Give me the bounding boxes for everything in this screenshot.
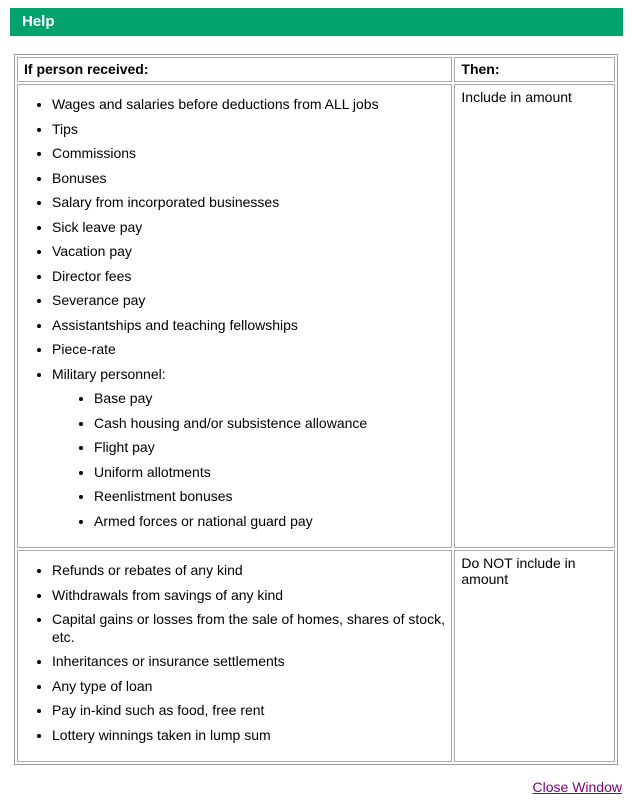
list-item: • Capital gains or losses from the sale of homes, shares of stock, etc.: [52, 611, 445, 646]
table-header-row: [17, 57, 615, 82]
help-table: [14, 54, 618, 765]
list-item: • Severance pay: [52, 292, 445, 310]
include-items-list: [24, 96, 445, 383]
include-items-cell: [17, 84, 452, 548]
exclude-items-list: [24, 562, 445, 744]
help-title-bar: [10, 8, 623, 36]
exclude-items-cell: [17, 550, 452, 762]
list-item: • Armed forces or national guard pay: [94, 513, 445, 531]
then-exclude-cell: Do NOT include in amount: [454, 550, 615, 762]
list-item: • Commissions: [52, 145, 445, 163]
list-item: • Assistantships and teaching fellowships: [52, 317, 445, 335]
list-item: • Salary from incorporated businesses: [52, 194, 445, 212]
military-sub-list: [24, 390, 445, 530]
table-row: [17, 84, 615, 548]
list-item: • Reenlistment bonuses: [94, 488, 445, 506]
list-item: • Military personnel:: [52, 366, 445, 384]
then-include-cell: Include in amount: [454, 84, 615, 548]
list-item: • Flight pay: [94, 439, 445, 457]
footer: [14, 779, 622, 795]
list-item: • Wages and salaries before deductions from ALL jobs: [52, 96, 445, 114]
column-header-then: Then:: [454, 57, 615, 82]
close-window-link[interactable]: Close Window: [532, 779, 622, 795]
list-item: • Piece-rate: [52, 341, 445, 359]
list-item: • Refunds or rebates of any kind: [52, 562, 445, 580]
list-item: • Vacation pay: [52, 243, 445, 261]
list-item: • Base pay: [94, 390, 445, 408]
list-item: • Pay in-kind such as food, free rent: [52, 702, 445, 720]
list-item: • Any type of loan: [52, 678, 445, 696]
table-row: [17, 550, 615, 762]
list-item: • Withdrawals from savings of any kind: [52, 587, 445, 605]
list-item: • Tips: [52, 121, 445, 139]
list-item: • Sick leave pay: [52, 219, 445, 237]
list-item: • Inheritances or insurance settlements: [52, 653, 445, 671]
list-item: • Director fees: [52, 268, 445, 286]
column-header-if-person-received: If person received:: [17, 57, 452, 82]
list-item: • Bonuses: [52, 170, 445, 188]
list-item: • Cash housing and/or subsistence allowance: [94, 415, 445, 433]
list-item: • Uniform allotments: [94, 464, 445, 482]
page-title: Help: [22, 13, 55, 30]
list-item: • Lottery winnings taken in lump sum: [52, 727, 445, 745]
